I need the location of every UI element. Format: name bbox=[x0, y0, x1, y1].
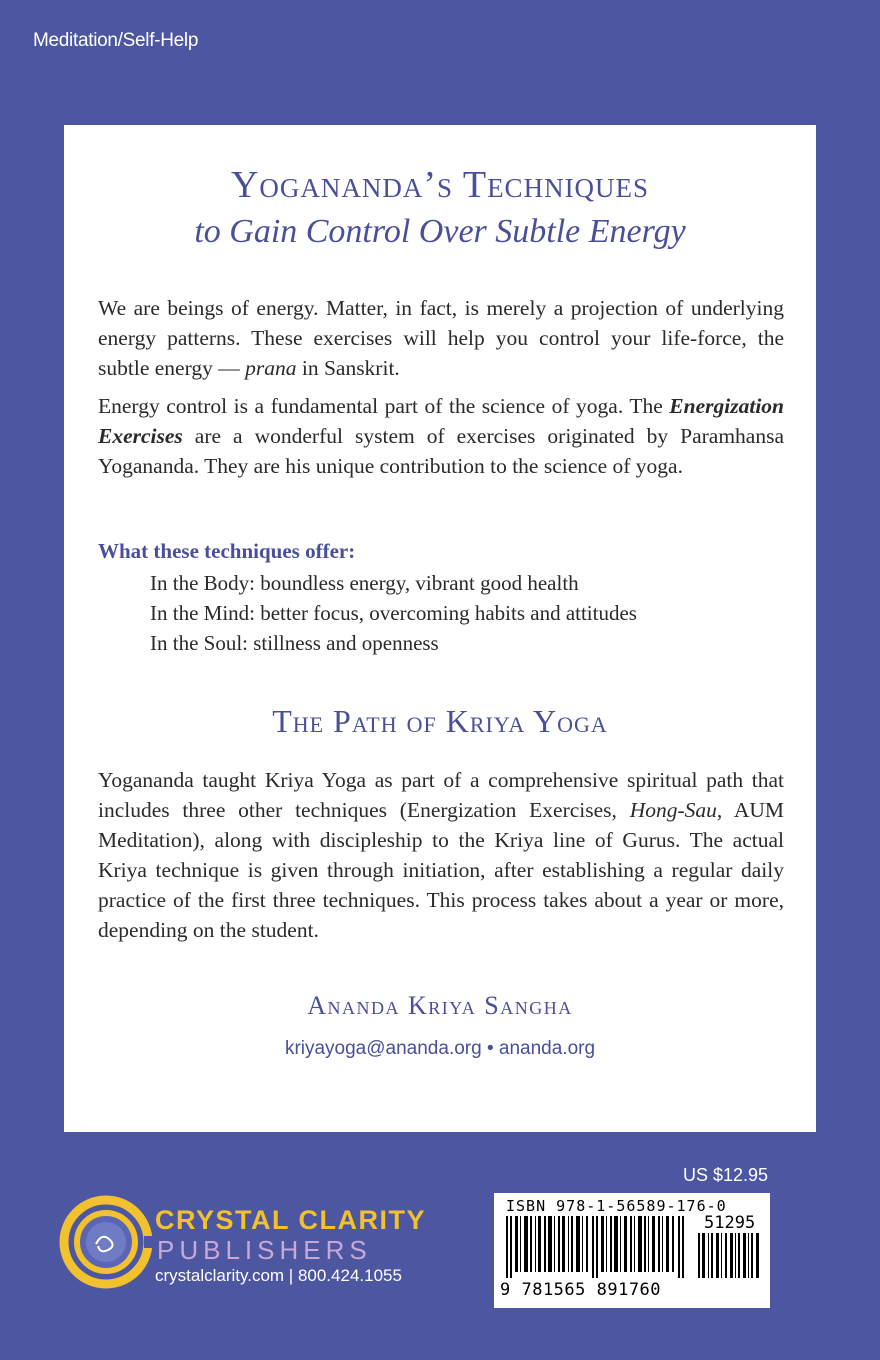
energization-paragraph: Energy control is a fundamental part of the science of yoga. The Energization Exercises are a wonderful system of exercises originated by Paramhansa Yogananda. They are his unique contribution to the science of yoga. bbox=[98, 394, 784, 478]
price-addon-code: 51295 bbox=[704, 1213, 756, 1233]
isbn-barcode bbox=[494, 1193, 770, 1308]
intro-paragraph: We are beings of energy. Matter, in fact, is merely a projection of underlying energy patterns. These exercises will help you control your life-force, the subtle energy — prana in Sanskrit. bbox=[98, 296, 784, 380]
list-item: In the Body: boundless energy, vibrant good health bbox=[150, 571, 579, 595]
book-title: Yogananda’s Techniques bbox=[230, 164, 650, 206]
kriya-paragraph: Yogananda taught Kriya Yoga as part of a comprehensive spiritual path that includes three other techniques (Energization Exercises, Hong-Sau, AUM Meditation), along with discipleship to the Kriya line of Gurus. The actual Kriya technique is given through initiation, after establishing a regular daily practice of the first three techniques. This process takes about a year or more, depending on the student. bbox=[98, 768, 784, 942]
publisher-logo-icon bbox=[58, 1192, 158, 1292]
list-item: In the Soul: stillness and openness bbox=[150, 631, 439, 655]
category-label: Meditation/Self-Help bbox=[33, 30, 199, 51]
organization-name: Ananda Kriya Sangha bbox=[307, 991, 573, 1020]
price-label: US $12.95 bbox=[683, 1165, 769, 1185]
description-panel bbox=[64, 125, 816, 1132]
publisher-name-line2: PUBLISHERS bbox=[157, 1235, 372, 1265]
publisher-contact: crystalclarity.com | 800.424.1055 bbox=[155, 1266, 402, 1285]
barcode-bars-icon bbox=[506, 1216, 686, 1278]
addon-barcode-bars-icon bbox=[698, 1233, 760, 1278]
section-heading: The Path of Kriya Yoga bbox=[272, 703, 608, 739]
offers-heading: What these techniques offer: bbox=[98, 539, 356, 563]
offers-list bbox=[150, 568, 637, 658]
publisher-name: CRYSTAL CLARITY bbox=[155, 1205, 426, 1235]
ean-digits: 9 781565 891760 bbox=[500, 1280, 662, 1300]
organization-contact: kriyayoga@ananda.org • ananda.org bbox=[284, 1038, 596, 1059]
isbn-label: ISBN 978-1-56589-176-0 bbox=[506, 1197, 727, 1215]
list-item: In the Mind: better focus, overcoming habits and attitudes bbox=[150, 601, 637, 625]
book-subtitle: to Gain Control Over Subtle Energy bbox=[194, 213, 686, 250]
